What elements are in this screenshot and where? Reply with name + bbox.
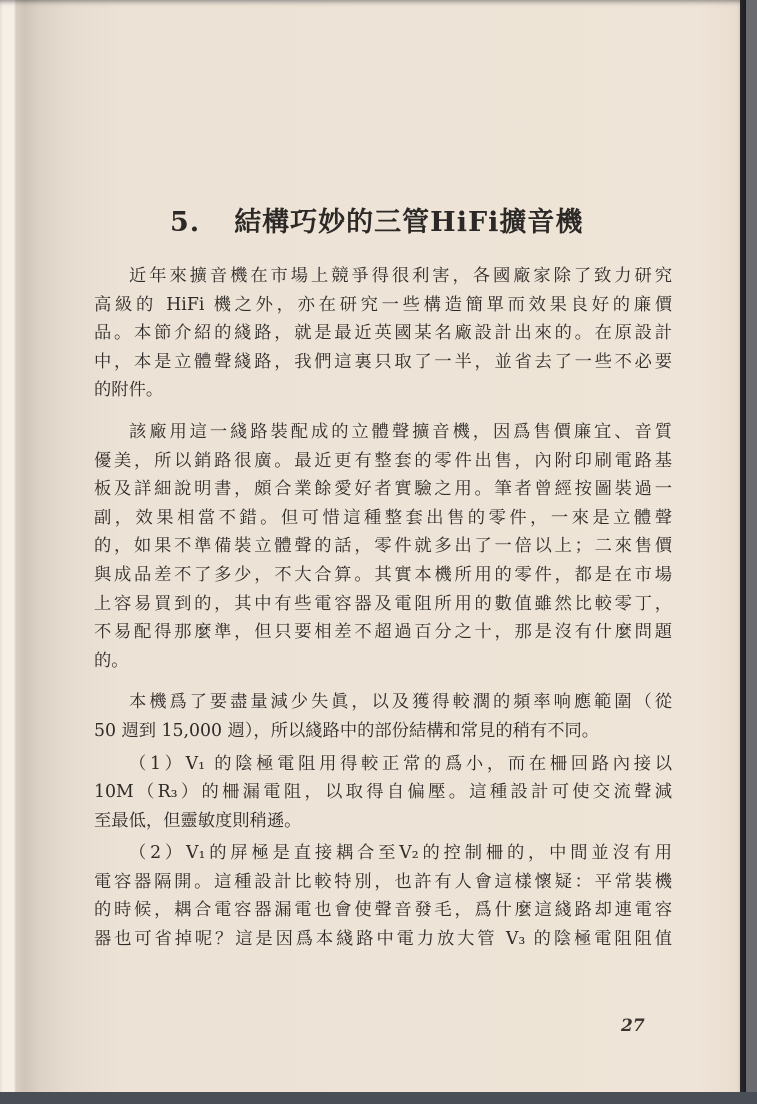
text-line: 該廠用這一綫路裝配成的立體聲擴音機，因爲售價廉宜、音質 xyxy=(129,421,672,442)
text-line: 與成品差不了多少，不大合算。其實本機所用的零件，都是在市場 xyxy=(94,564,672,585)
paragraph xyxy=(94,262,672,405)
page-number: 27 xyxy=(621,1016,645,1036)
text-line: 不易配得那麼準，但只要相差不超過百分之十，那是沒有什麼問題 xyxy=(94,622,672,643)
paragraph xyxy=(94,418,672,675)
paragraph xyxy=(94,750,672,836)
scan-background xyxy=(746,0,757,1092)
text-line: 電容器隔開。這種設計比較特別，也許有人會這樣懷疑：平常裝機 xyxy=(94,871,672,892)
text-line: 品。本節介紹的綫路，就是最近英國某名廠設計出來的。在原設計 xyxy=(94,323,672,344)
text-line: （2）V₁的屏極是直接耦合至V₂的控制柵的，中間並沒有用 xyxy=(129,843,672,864)
body-text xyxy=(94,262,672,954)
text-line: （1）V₁ 的陰極電阻用得較正常的爲小，而在柵回路內接以 xyxy=(129,753,672,774)
text-line: 中，本是立體聲綫路，我們這裏只取了一半，並省去了一些不必要 xyxy=(94,351,672,372)
text-line: 的。 xyxy=(94,650,129,671)
text-line: 高級的 HiFi 機之外，亦在研究一些構造簡單而效果良好的廉價 xyxy=(94,294,672,315)
text-line: 上容易買到的，其中有些電容器及電阻所用的數值雖然比較零丁， xyxy=(94,593,672,614)
text-line: 器也可省掉呢？這是因爲本綫路中電力放大管 V₃ 的陰極電阻阻值 xyxy=(94,929,672,950)
text-line: 本機爲了要盡量減少失眞，以及獲得較濶的頻率响應範圍（從 xyxy=(129,692,672,713)
section-title xyxy=(170,200,620,239)
text-line: 板及詳細說明書，頗合業餘愛好者實驗之用。筆者曾經按圖裝過一 xyxy=(94,479,672,500)
text-line: 至最低，但靈敏度則稍遜。 xyxy=(94,810,302,831)
paragraph xyxy=(94,839,672,953)
text-line: 的附件。 xyxy=(94,380,164,401)
section-title-text: 結構巧妙的三管HiFi擴音機 xyxy=(234,207,584,238)
text-line: 的時候，耦合電容器漏電也會使聲音發毛，爲什麼這綫路却連電容 xyxy=(94,900,672,921)
text-line: 50 週到 15,000 週），所以綫路中的部份結構和常見的稍有不同。 xyxy=(94,720,600,741)
text-line: 優美，所以銷路很廣。最近更有整套的零件出售，內附印刷電路基 xyxy=(94,450,672,471)
paragraph xyxy=(94,688,672,745)
text-line: 近年來擴音機在市場上競爭得很利害，各國廠家除了致力研究 xyxy=(129,266,672,286)
section-number: 5. xyxy=(170,207,201,238)
scan-background-bottom xyxy=(0,1092,757,1104)
text-line: 的，如果不準備裝立體聲的話，零件就多出了一倍以上；二來售價 xyxy=(94,536,672,557)
text-line: 10M（R₃）的柵漏電阻，以取得自偏壓。這種設計可使交流聲減 xyxy=(94,782,672,803)
text-line: 副，效果相當不錯。但可惜這種整套出售的零件，一來是立體聲 xyxy=(94,507,672,528)
